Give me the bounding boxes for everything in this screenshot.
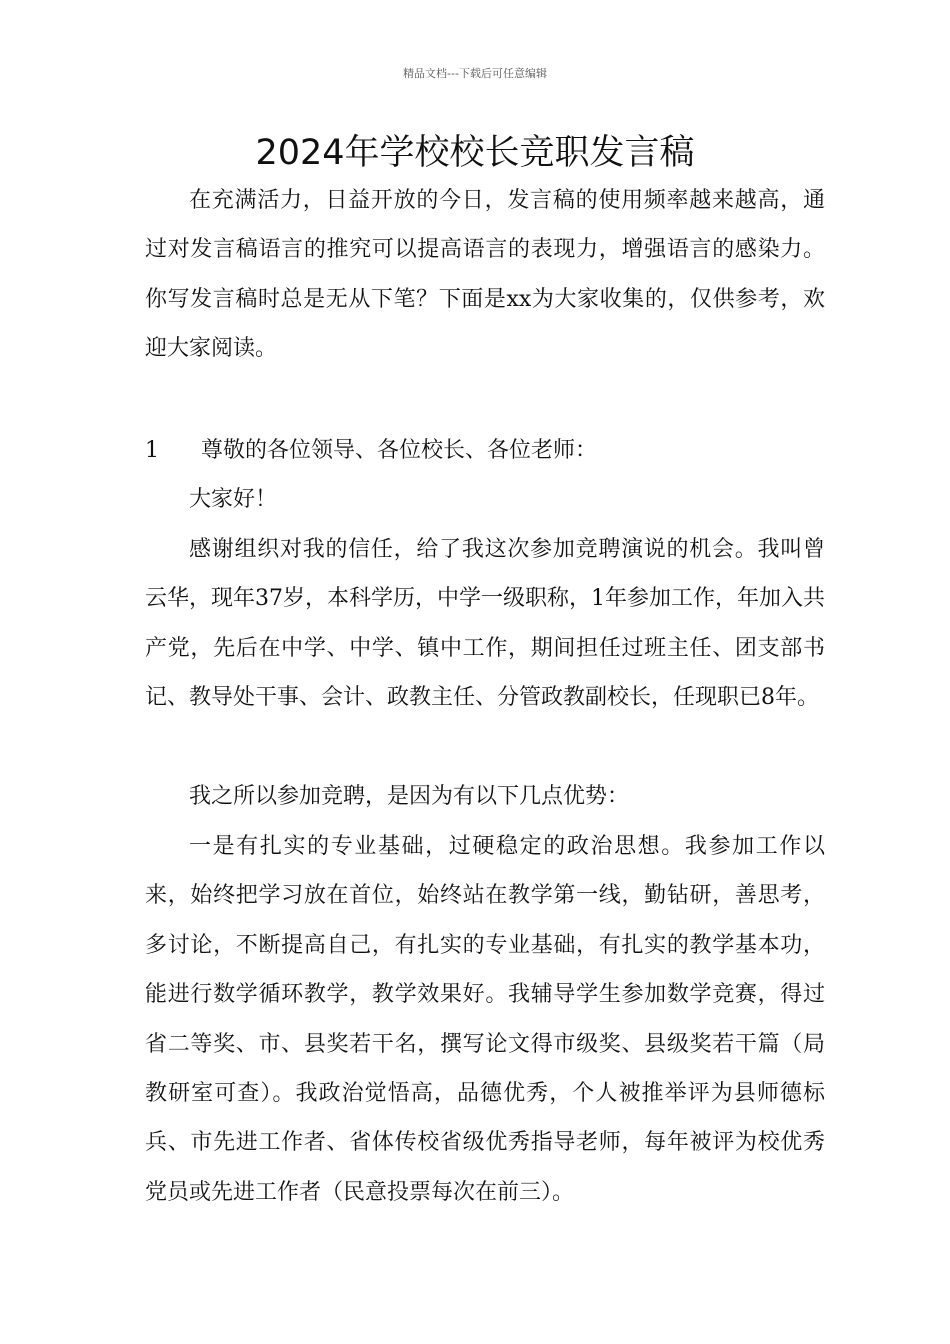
document-title: 2024年学校校长竞职发言稿 xyxy=(255,133,695,173)
greeting-paragraph: 大家好！ xyxy=(189,487,278,512)
intro-paragraph: 在充满活力，日益开放的今日，发言稿的使用频率越来越高，通过对发言稿语言的推究可以提高语言的表现力，增强语言的感染力。你写发言稿时总是无从下笔？下面是xx为大家收集的，仅供参考，欢迎大家阅读。 xyxy=(145,188,825,362)
advantage-one-paragraph: 一是有扎实的专业基础，过硬稳定的政治思想。我参加工作以来，始终把学习放在首位，始终站在教学第一线，勤钻研，善思考，多讨论，不断提高自己，有扎实的专业基础，有扎实的教学基本功，能进行数学循环教学，教学效果好。我辅导学生参加数学竞赛，得过省二等奖、市、县奖若干名，撰写论文得市级奖、县级奖若干篇（局教研室可查）。我政治觉悟高，品德优秀，个人被推举评为县师德标兵、市先进工作者、省体传校省级优秀指导老师，每年被评为校优秀党员或先进工作者（民意投票每次在前三）。 xyxy=(145,834,825,1205)
header-note: 精品文档---下载后可任意编辑 xyxy=(403,67,547,80)
thanks-paragraph: 感谢组织对我的信任，给了我这次参加竞聘演说的机会。我叫曾云华，现年37岁，本科学历，中学一级职称，1年参加工作，年加入共产党，先后在中学、中学、镇中工作，期间担任过班主任、团支部书记、教导处干事、会计、政教主任、分管政教副校长，任现职已8年。 xyxy=(145,537,825,711)
salutation-number: 1 xyxy=(145,438,159,463)
salutation-line xyxy=(145,426,825,475)
salutation-text: 尊敬的各位领导、各位校长、各位老师： xyxy=(201,438,598,463)
reason-paragraph: 我之所以参加竞聘，是因为有以下几点优势： xyxy=(189,784,630,809)
